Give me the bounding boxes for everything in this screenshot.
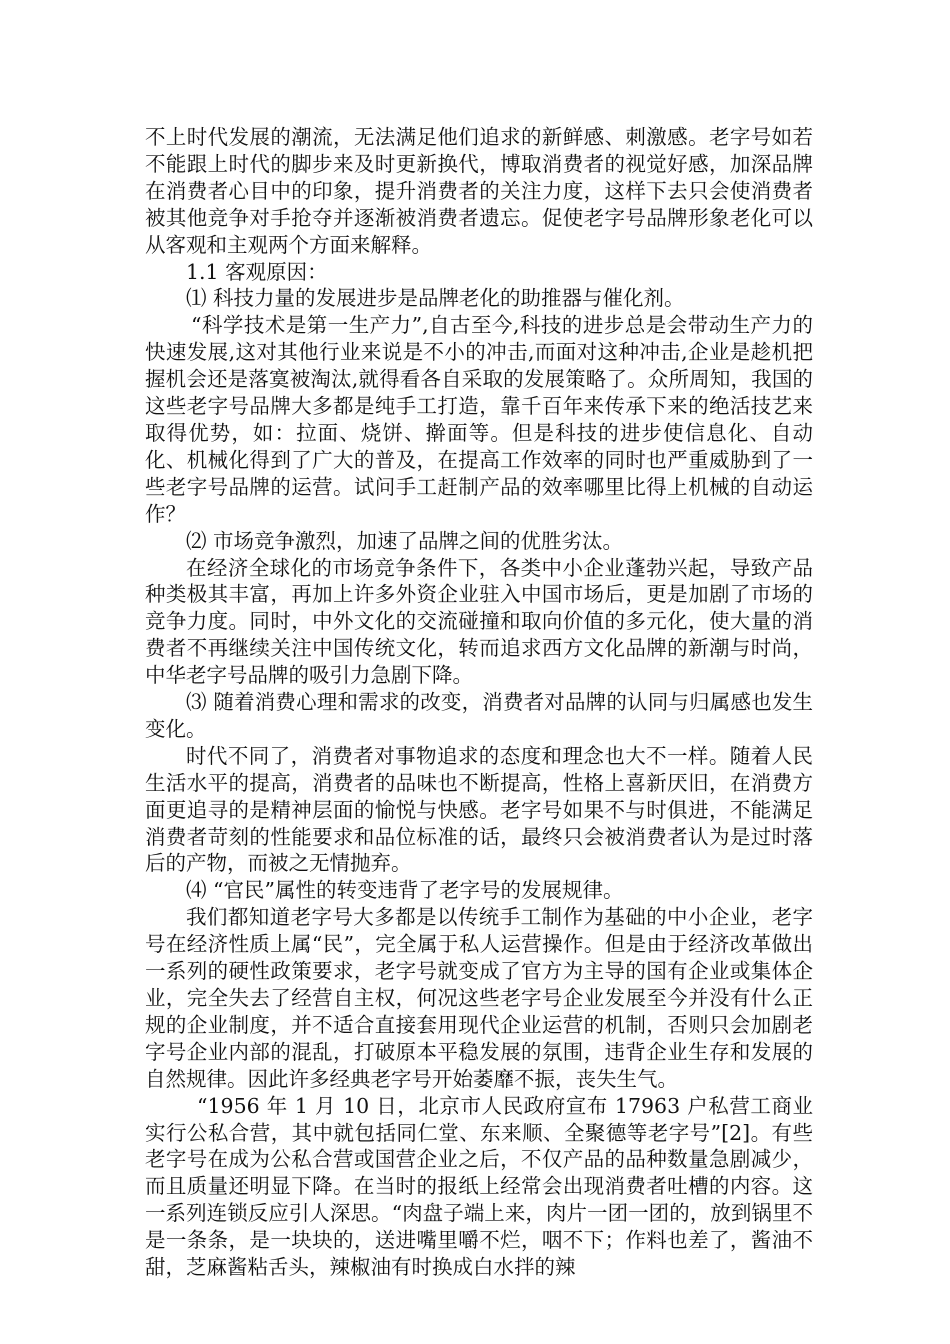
paragraph-continued: 不上时代发展的潮流，无法满足他们追求的新鲜感、刺激感。老字号如若不能跟上时代的脚步来及时更新换代，博取消费者的视觉好感，加深品牌在消费者心目中的印象，提升消费者的关注力度，这样下去只会使消费者被其他竞争对手抢夺并逐渐被消费者遗忘。促使老字号品牌形象老化可以从客观和主观两个方面来解释。: [145, 125, 813, 257]
subheading-technology: ⑴ 科技力量的发展进步是品牌老化的助推器与催化剂。: [186, 286, 685, 311]
subheading-market-competition: ⑵ 市场竞争激烈，加速了品牌之间的优胜劣汰。: [186, 528, 624, 553]
paragraph-market-competition: 在经济全球化的市场竞争条件下，各类中小企业蓬勃兴起，导致产品种类极其丰富，再加上许多外资企业驻入中国市场后，更是加剧了市场的竞争力度。同时，中外文化的交流碰撞和取向价值的多元化，使大量的消费者不再继续关注中国传统文化，转而追求西方文化品牌的新潮与时尚，中华老字号品牌的吸引力急剧下降。: [145, 555, 813, 688]
document-body: [145, 124, 813, 1281]
section-heading-objective-reasons: 1.1 客观原因：: [186, 259, 328, 284]
paragraph-1956-quote: “1956 年 1 月 10 日，北京市人民政府宣布 17963 户私营工商业实行公私合营，其中就包括同仁堂、东来顺、全聚德等老字号”[2]。有些老字号在成为公私合营或国营企业之后，不仅产品的品种数量急剧减少，而且质量还明显下降。在当时的报纸上经常会出现消费者吐槽的内容。这一系列连锁反应引人深思。“肉盘子端上来，肉片一团一团的，放到锅里不是一条条，是一块块的，送进嘴里嚼不烂，咽不下；作料也差了，酱油不甜，芝麻酱粘舌头，辣椒油有时换成白水拌的辣: [145, 1093, 813, 1280]
subheading-official-civil: ⑷ “官民”属性的转变违背了老字号的发展规律。: [186, 878, 624, 903]
paragraph-technology: “科学技术是第一生产力”,自古至今,科技的进步总是会带动生产力的快速发展,这对其他行业来说是不小的冲击,而面对这种冲击,企业是趁机把握机会还是落寞被淘汰,就得看各自采取的发展策略了。众所周知，我国的这些老字号品牌大多都是纯手工打造，靠千百年来传承下来的绝活技艺来取得优势，如：拉面、烧饼、擀面等。但是科技的进步使信息化、自动化、机械化得到了广大的普及，在提高工作效率的同时也严重威胁到了一些老字号品牌的运营。试问手工赶制产品的效率哪里比得上机械的自动运作？: [145, 313, 813, 526]
subheading-consumer-psychology: ⑶ 随着消费心理和需求的改变，消费者对品牌的认同与归属感也发生变化。: [145, 690, 813, 741]
paragraph-official-civil: 我们都知道老字号大多都是以传统手工制作为基础的中小企业，老字号在经济性质上属“民”，完全属于私人运营操作。但是由于经济改革做出一系列的硬性政策要求，老字号就变成了官方为主导的国有企业或集体企业，完全失去了经营自主权，何况这些老字号企业发展至今并没有什么正规的企业制度，并不适合直接套用现代企业运营的机制，否则只会加剧老字号企业内部的混乱，打破原本平稳发展的氛围，违背企业生存和发展的自然规律。因此许多经典老字号开始萎靡不振，丧失生气。: [145, 905, 813, 1091]
paragraph-consumer-psychology: 时代不同了，消费者对事物追求的态度和理念也大不一样。随着人民生活水平的提高，消费者的品味也不断提高，性格上喜新厌旧，在消费方面更追寻的是精神层面的愉悦与快感。老字号如果不与时俱进，不能满足消费者苛刻的性能要求和品位标准的话，最终只会被消费者认为是过时落后的产物，而被之无情抛弃。: [145, 743, 813, 876]
